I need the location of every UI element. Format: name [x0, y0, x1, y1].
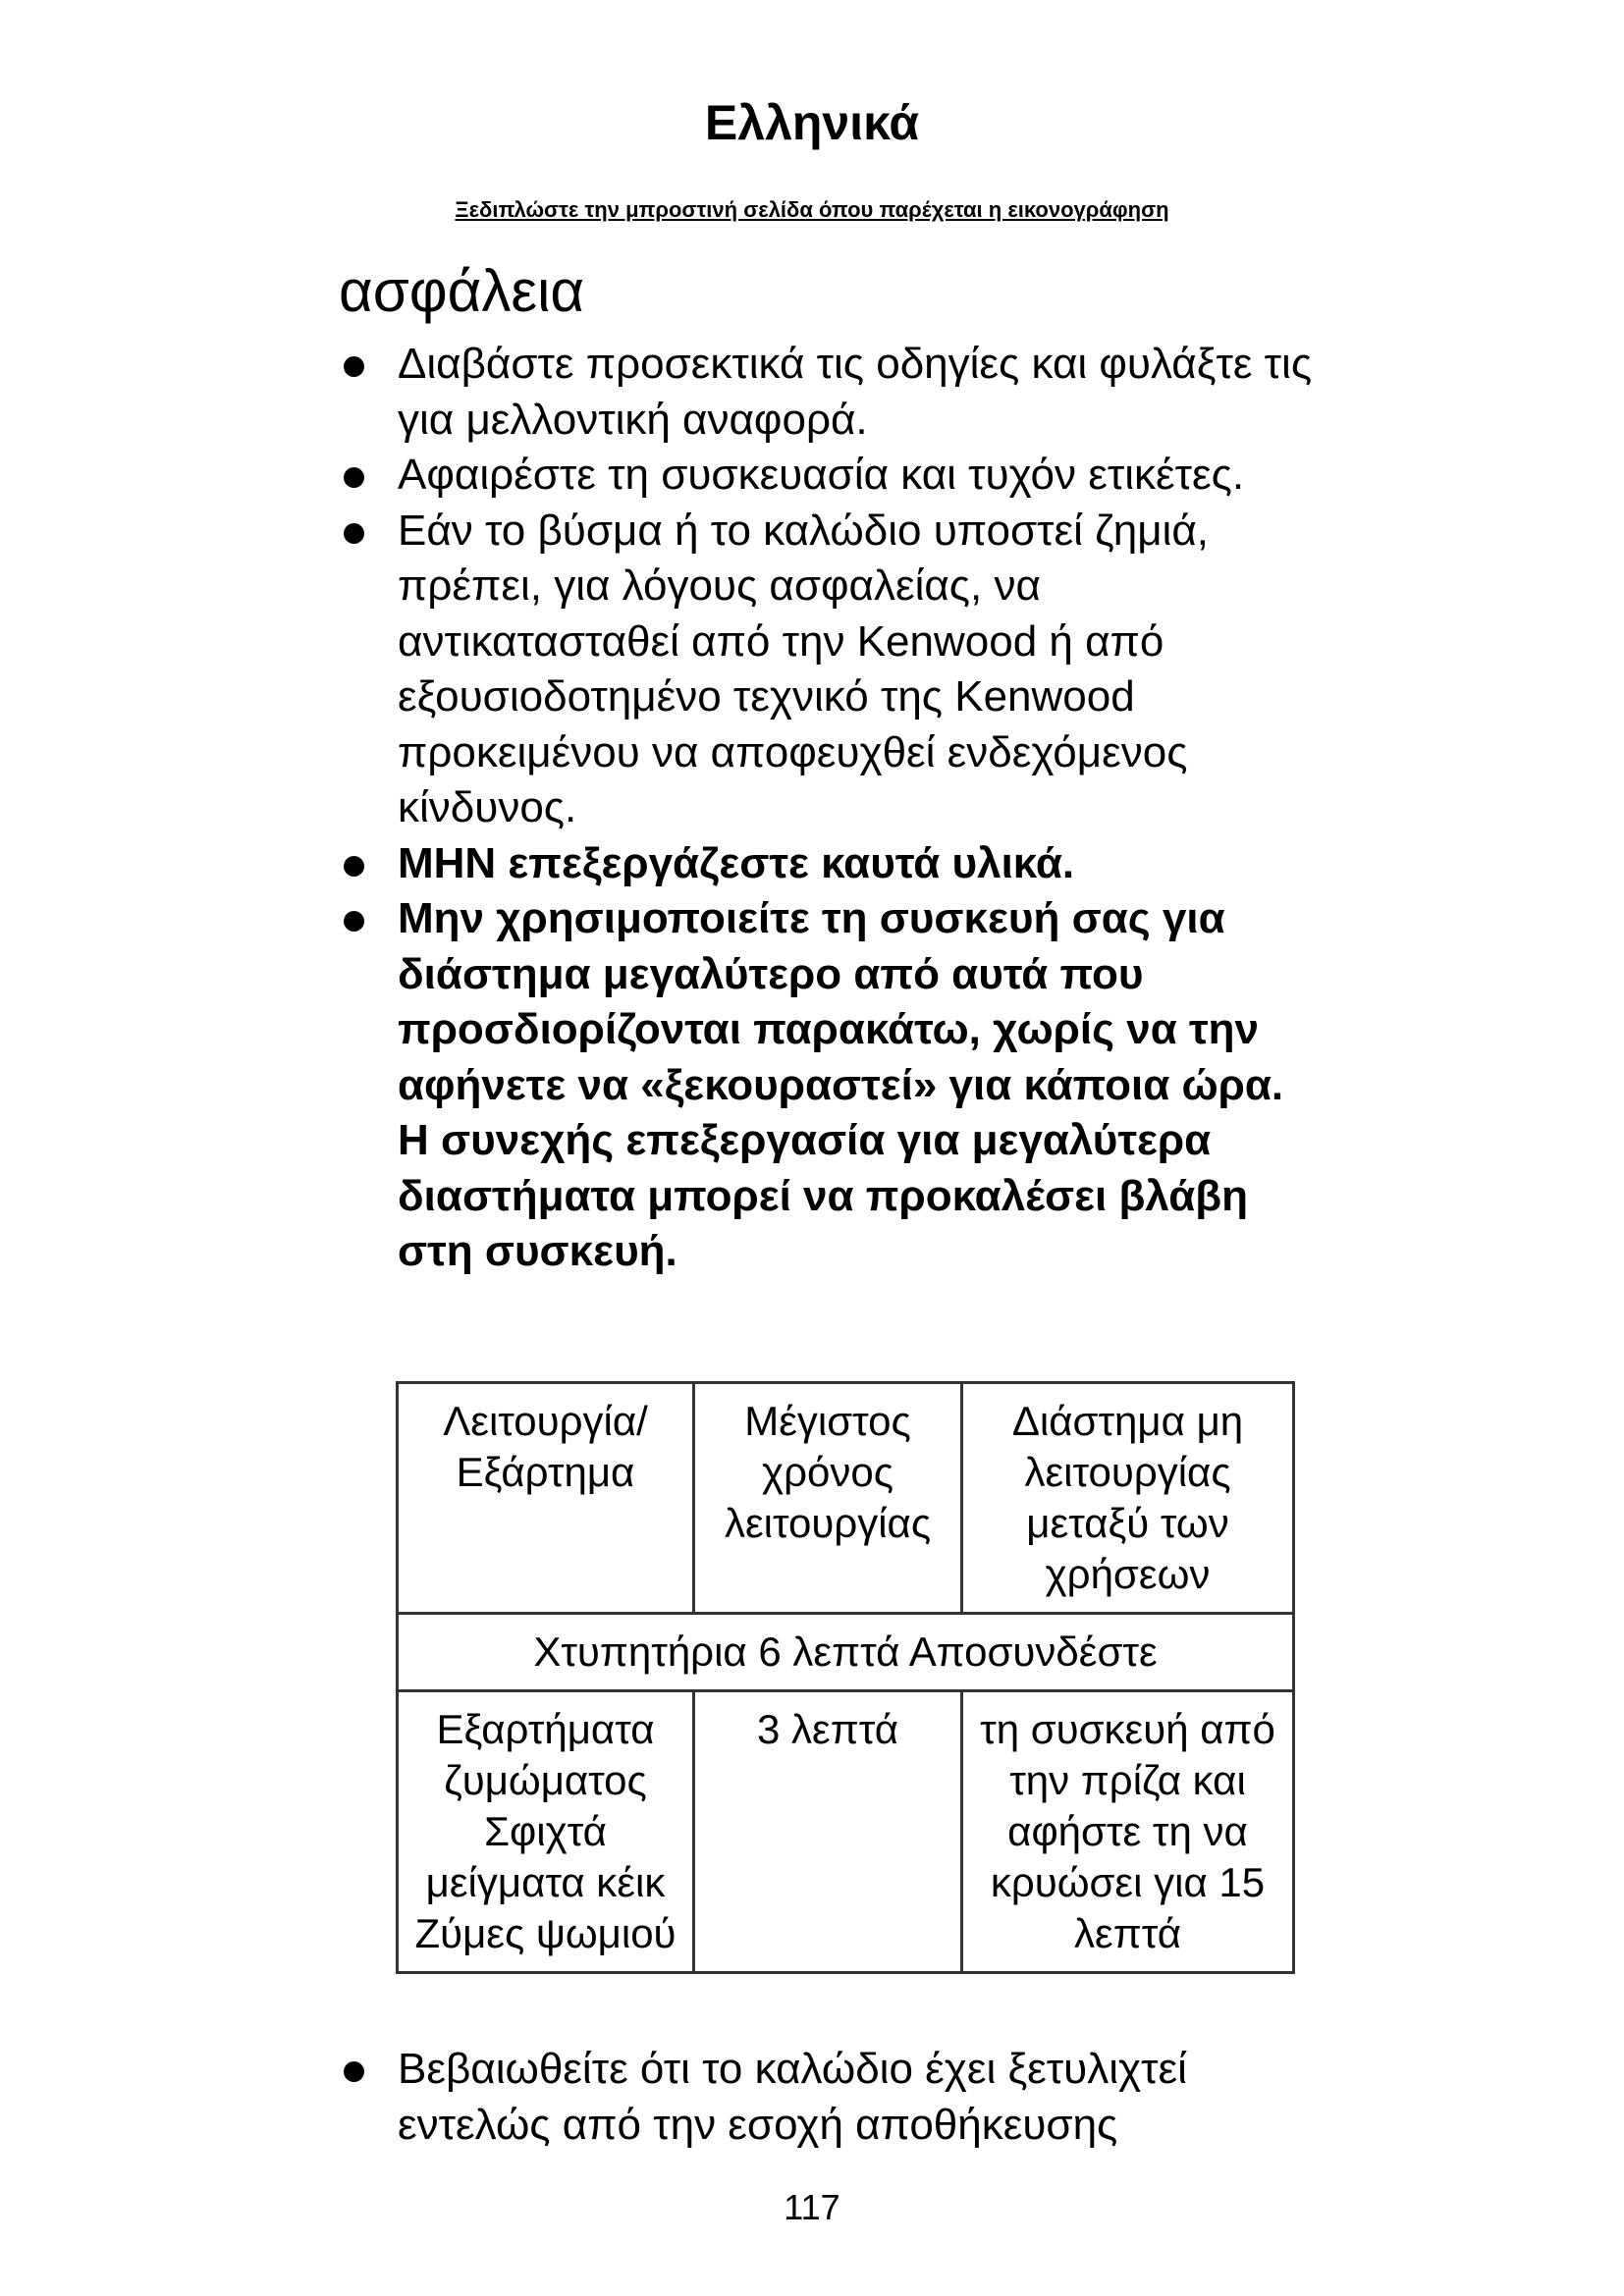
bullet-text: Εάν το βύσμα ή το καλώδιο υποστεί ζημιά, πρέπει, για λόγους ασφαλείας, να αντικατασταθεί από την Kenwood ή από εξουσιοδοτημένο τεχνικό της Kenwood προκειμένου να αποφευχθεί ενδεχόμενος κίνδυνος.	[398, 506, 1209, 831]
dough-accessory-cell: Εξαρτήματα ζυμώματος Σφιχτά μείγματα κέικ Ζύμες ψωμιού	[398, 1691, 694, 1973]
rest-time-cell: τη συσκευή από την πρίζα και αφήστε τη να κρυώσει για 15 λεπτά	[962, 1691, 1294, 1973]
bullet-text: Αφαιρέστε τη συσκευασία και τυχόν ετικέτες.	[398, 451, 1245, 499]
dough-max-time-cell: 3 λεπτά	[694, 1691, 962, 1973]
list-item	[339, 836, 1321, 892]
safety-list	[339, 337, 1321, 1280]
usage-time-table	[396, 1381, 1295, 1974]
language-heading: Ελληνικά	[704, 95, 920, 150]
table-row	[398, 1691, 1294, 1973]
foldout-note: Ξεδιπλώστε την μπροστινή σελίδα όπου παρέχεται η εικονογράφηση	[455, 197, 1169, 222]
whisk-row-cell: Χτυπητήρια 6 λεπτά Αποσυνδέστε	[398, 1614, 1294, 1691]
header-accessory: Λειτουργία/ Εξάρτημα	[398, 1383, 694, 1614]
header-rest-time: Διάστημα μη λειτουργίας μεταξύ των χρήσεων	[962, 1383, 1294, 1614]
bullet-text: Μην χρησιμοποιείτε τη συσκευή σας για διάστημα μεγαλύτερο από αυτά που προσδιορίζονται παρακάτω, χωρίς να την αφήνετε να «ξεκουραστεί» για κάποια ώρα. Η συνεχής επεξεργασία για μεγαλύτερα διαστήματα μπορεί να προκαλέσει βλάβη στη συσκευή.	[398, 894, 1284, 1275]
list-item	[339, 337, 1321, 448]
safety-list-continued	[339, 2042, 1321, 2153]
header-max-time: Μέγιστος χρόνος λειτουργίας	[694, 1383, 962, 1614]
bullet-icon	[344, 467, 364, 488]
list-item	[339, 891, 1321, 1280]
bullet-text: ΜΗΝ επεξεργάζεστε καυτά υλικά.	[398, 838, 1075, 887]
bullet-text: Διαβάστε προσεκτικά τις οδηγίες και φυλάξτε τις για μελλοντική αναφορά.	[398, 340, 1313, 444]
bullet-icon	[344, 356, 364, 377]
table-header-row	[398, 1383, 1294, 1614]
bullet-icon	[344, 523, 364, 544]
bullet-icon	[344, 911, 364, 932]
list-item	[339, 448, 1321, 504]
page-number: 117	[784, 2187, 840, 2227]
list-item	[339, 2042, 1321, 2153]
table-row	[398, 1614, 1294, 1691]
section-title: ασφάλεια	[339, 258, 585, 324]
bullet-icon	[344, 2061, 364, 2082]
list-item	[339, 504, 1321, 836]
bullet-text: Βεβαιωθείτε ότι το καλώδιο έχει ξετυλιχτεί εντελώς από την εσοχή αποθήκευσης	[398, 2045, 1187, 2149]
bullet-icon	[344, 856, 364, 877]
